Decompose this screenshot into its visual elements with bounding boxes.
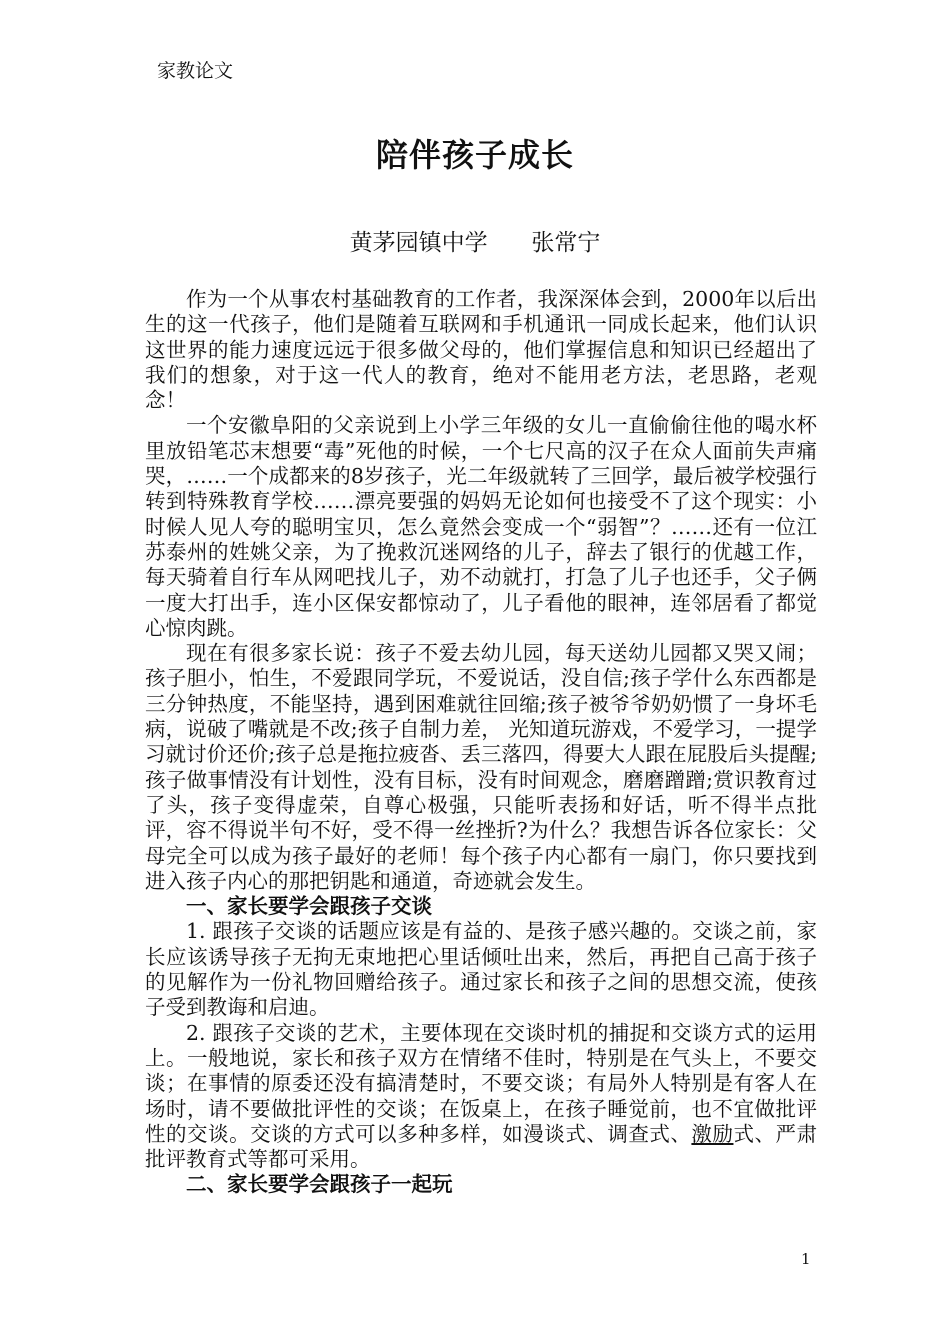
underlined-word: 激励 <box>691 1121 734 1146</box>
document-header: 家教论文 <box>157 60 234 82</box>
section1-paragraph-2 <box>145 1021 817 1173</box>
section1-p2-text-after: 式、严肃批评教育式等都可采用。 <box>145 1121 818 1172</box>
section1-paragraph-1: 1. 跟孩子交谈的话题应该是有益的、是孩子感兴趣的。交谈之前，家长应该诱导孩子无拘无束地把心里话倾吐出来，然后，再把自己高于孩子的见解作为一份礼物回赠给孩子。通过家长和孩子之间的思想交流，使孩子受到教诲和启迪。 <box>145 919 817 1020</box>
paragraph-problems: 现在有很多家长说：孩子不爱去幼儿园，每天送幼儿园都又哭又闹；孩子胆小，怕生，不爱跟同学玩，不爱说话，没自信;孩子学什么东西都是三分钟热度，不能坚持，遇到困难就往回缩;孩子被爷爷奶奶惯了一身坏毛病，说破了嘴就是不改;孩子自制力差， 光知道玩游戏，不爱学习，一提学习就讨价还价;孩子总是拖拉疲沓、丢三落四，得要大人跟在屁股后头提醒;孩子做事情没有计划性，没有目标，没有时间观念，磨磨蹭蹭;赏识教育过了头，孩子变得虚荣，自尊心极强，只能听表扬和好话，听不得半点批评，容不得说半句不好，受不得一丝挫折?为什么？我想告诉各位家长：父母完全可以成为孩子最好的老师！每个孩子内心都有一扇门，你只要找到进入孩子内心的那把钥匙和通道，奇迹就会发生。 <box>145 641 817 893</box>
document-body <box>145 287 817 1198</box>
author-line: 黄茅园镇中学 张常宁 <box>349 230 601 256</box>
section-heading-1: 一、家长要学会跟孩子交谈 <box>186 894 432 919</box>
page-number: 1 <box>801 1250 811 1268</box>
section1-p2-text-before: 2. 跟孩子交谈的艺术，主要体现在交谈时机的捕捉和交谈方式的运用上。一般地说，家长和孩子双方在情绪不佳时，特别是在气头上，不要交谈；在事情的原委还没有搞清楚时，不要交谈；有局外人特别是有客人在场时，请不要做批评性的交谈；在饭桌上，在孩子睡觉前，也不宜做批评性的交谈。交谈的方式可以多种多样，如漫谈式、调查式、 <box>145 1020 817 1146</box>
section-heading-2: 二、家长要学会跟孩子一起玩 <box>186 1172 453 1197</box>
page-title: 陪伴孩子成长 <box>375 136 574 174</box>
paragraph-intro: 作为一个从事农村基础教育的工作者，我深深体会到，2000年以后出生的这一代孩子，他们是随着互联网和手机通讯一同成长起来，他们认识这世界的能力速度远远于很多做父母的，他们掌握信息和知识已经超出了我们的想象，对于这一代人的教育，绝对不能用老方法，老思路，老观念！ <box>145 287 817 413</box>
paragraph-examples: 一个安徽阜阳的父亲说到上小学三年级的女儿一直偷偷往他的喝水杯里放铅笔芯末想要“毒”死他的时候，一个七尺高的汉子在众人面前失声痛哭，……一个成都来的8岁孩子，光二年级就转了三回学，最后被学校强行转到特殊教育学校……漂亮要强的妈妈无论如何也接受不了这个现实：小时候人见人夸的聪明宝贝，怎么竟然会变成一个“弱智”？……还有一位江苏泰州的姓姚父亲，为了挽救沉迷网络的儿子，辞去了银行的优越工作，每天骑着自行车从网吧找儿子，劝不动就打，打急了儿子也还手，父子俩一度大打出手，连小区保安都惊动了，儿子看他的眼神，连邻居看了都觉心惊肉跳。 <box>145 413 817 640</box>
